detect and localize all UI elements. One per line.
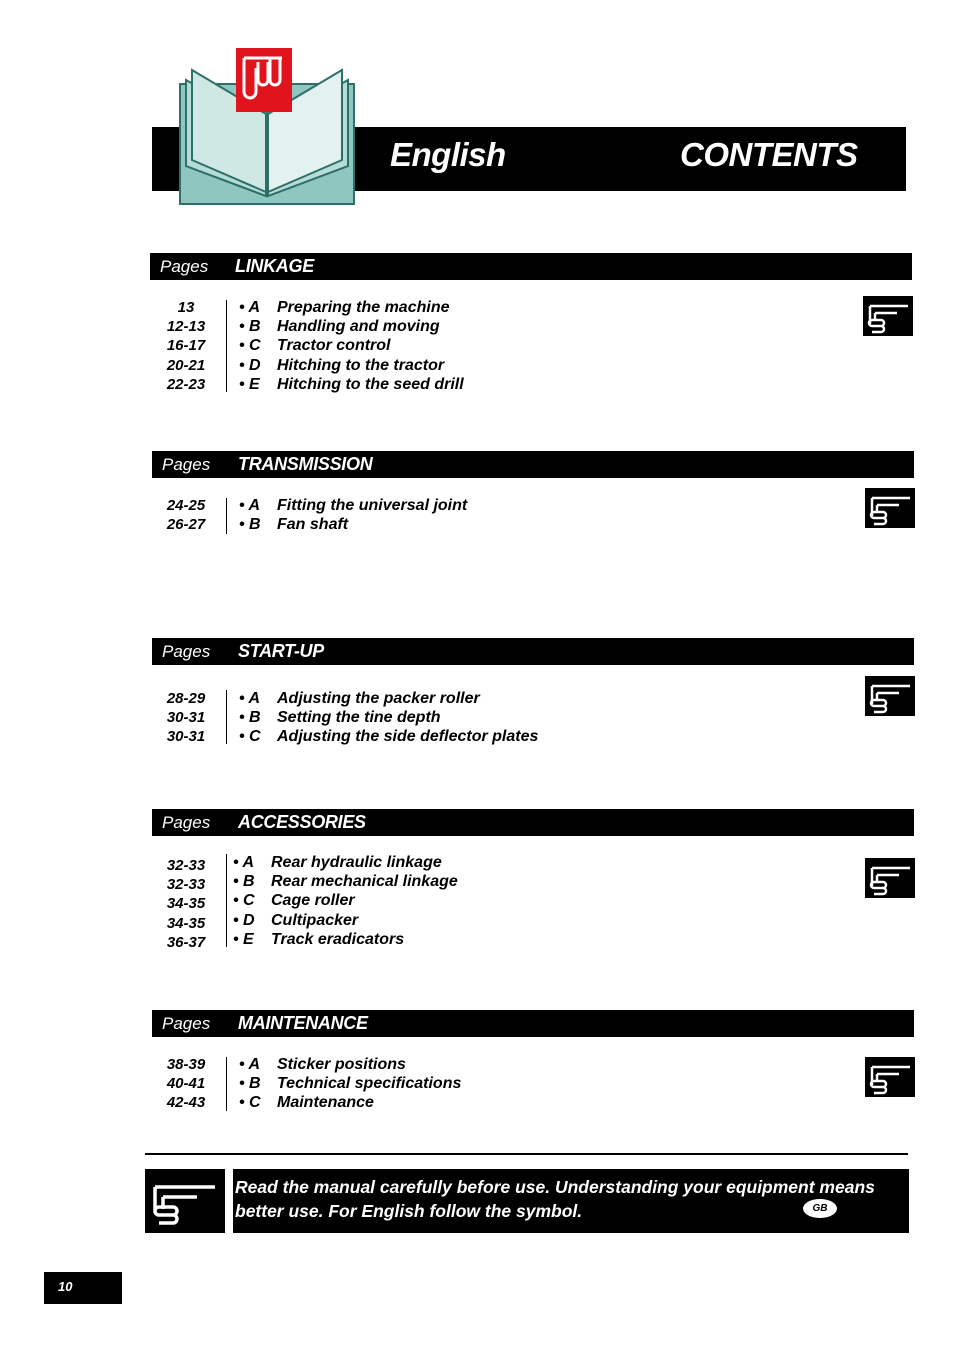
section-header-transmission (152, 451, 914, 478)
pages-label: Pages (160, 257, 209, 276)
section-title: TRANSMISSION (238, 454, 373, 474)
page-ref: 34-35 (166, 895, 206, 913)
list-item: • B Rear mechanical linkage (233, 873, 458, 891)
list-item: • A Fitting the universal joint (239, 497, 468, 514)
pages-label: Pages (162, 455, 211, 474)
section-title: ACCESSORIES (238, 812, 366, 832)
header-language: English (390, 136, 506, 173)
section-pages-list (151, 689, 221, 747)
list-item: • B Setting the tine depth (239, 709, 441, 727)
page-ref: 42-43 (166, 1094, 206, 1112)
section-pages-list (151, 298, 221, 394)
section-header-start-up (152, 638, 914, 665)
list-item: • B Handling and moving (239, 318, 440, 336)
list-item: • D Hitching to the tractor (239, 356, 445, 374)
page-ref: 32-33 (166, 857, 206, 874)
pages-label: Pages (162, 813, 211, 832)
page-ref: 26-27 (166, 516, 206, 534)
list-item: • A Preparing the machine (239, 299, 450, 316)
divider (226, 690, 227, 744)
section-title: MAINTENANCE (238, 1013, 368, 1033)
list-item: • B Technical specifications (239, 1075, 462, 1093)
divider (226, 498, 227, 534)
pointing-hand-icon (147, 1175, 223, 1229)
list-item: • C Maintenance (239, 1094, 374, 1112)
list-item: • E Hitching to the seed drill (239, 375, 464, 393)
page-ref: 36-37 (166, 933, 206, 951)
section-header-linkage (150, 253, 912, 280)
section-items-list (239, 298, 464, 394)
page-ref: 30-31 (166, 728, 206, 746)
section-title: START-UP (238, 641, 324, 661)
section-items-list (239, 1055, 461, 1113)
list-item: • E Track eradicators (233, 930, 405, 948)
footer-divider (145, 1153, 908, 1155)
page-ref: 20-21 (166, 356, 206, 374)
pointing-hand-icon (863, 296, 913, 336)
page-title: CONTENTS (680, 136, 858, 173)
section-header-accessories (152, 809, 914, 836)
section-pages-list (151, 856, 221, 952)
pointing-hand-icon (865, 488, 915, 528)
divider (226, 300, 227, 392)
list-item: • C Tractor control (239, 337, 391, 355)
page-ref: 28-29 (166, 690, 206, 707)
page-ref: 40-41 (166, 1075, 206, 1093)
page-ref: 38-39 (166, 1056, 206, 1073)
pointing-hand-icon (865, 858, 915, 898)
pointing-hand-icon (865, 676, 915, 716)
list-item: • D Cultipacker (233, 911, 359, 929)
page-ref: 12-13 (166, 318, 206, 336)
pages-label: Pages (162, 642, 211, 661)
list-item: • A Sticker positions (239, 1056, 406, 1073)
list-item: • C Adjusting the side deflector plates (239, 728, 539, 746)
section-title: LINKAGE (235, 256, 314, 276)
section-pages-list (151, 496, 221, 534)
page-ref: 30-31 (166, 709, 206, 727)
page-ref: 32-33 (166, 876, 206, 894)
page-number-box (44, 1272, 122, 1304)
footer-note: Read the manual carefully before use. Understanding your equipment means better use. For English follow the symbol. (235, 1177, 875, 1221)
page-ref: 22-23 (166, 375, 206, 393)
list-item: • C Cage roller (233, 892, 355, 910)
list-item: • B Fan shaft (239, 516, 349, 534)
divider (226, 854, 227, 947)
page-ref: 13 (177, 299, 195, 316)
list-item: • A Rear hydraulic linkage (233, 854, 442, 871)
pointing-hand-icon (865, 1057, 915, 1097)
list-item: • A Adjusting the packer roller (239, 690, 480, 707)
section-items-list (239, 496, 467, 534)
section-header-maintenance (152, 1010, 914, 1037)
open-book-logo (178, 44, 356, 206)
divider (226, 1057, 227, 1111)
page-ref: 24-25 (166, 497, 206, 514)
section-pages-list (151, 1055, 221, 1113)
page-number: 10 (58, 1279, 73, 1294)
page-ref: 34-35 (166, 914, 206, 932)
language-badge: GB (803, 1199, 837, 1218)
footer-icon-box (145, 1169, 225, 1233)
section-items-list (233, 853, 458, 949)
pages-label: Pages (162, 1014, 211, 1033)
page-ref: 16-17 (166, 337, 206, 355)
section-items-list (239, 689, 538, 747)
